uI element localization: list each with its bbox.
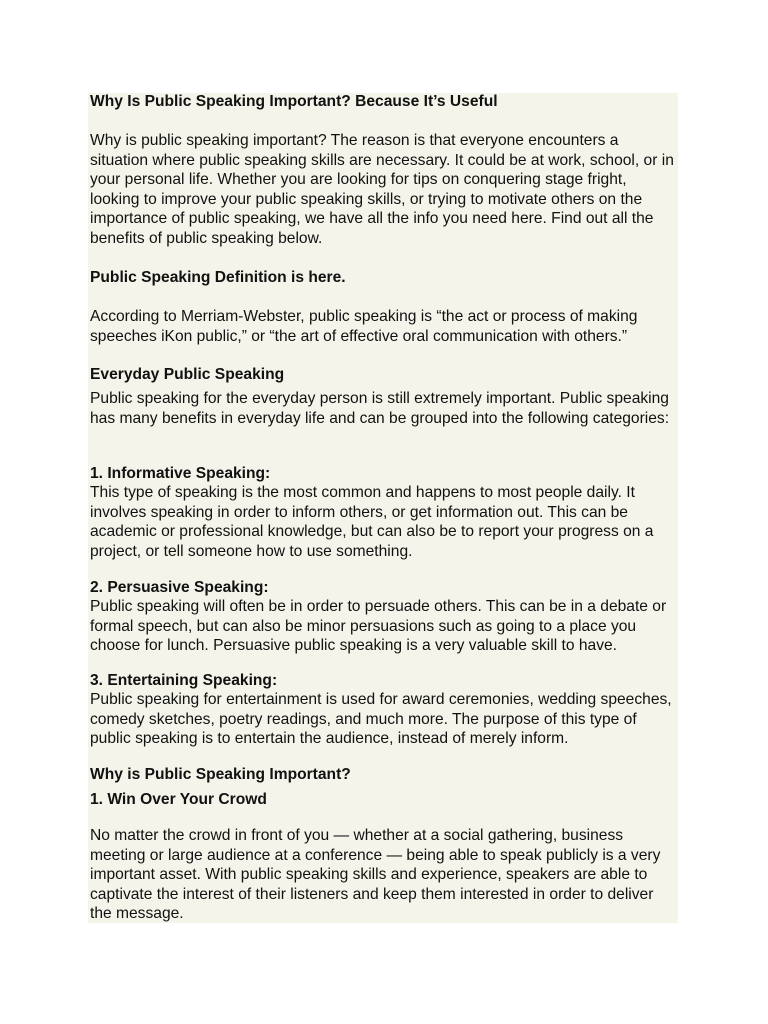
page-title: Why Is Public Speaking Important? Because It’s Useful — [90, 93, 498, 110]
everyday-heading: Everyday Public Speaking — [90, 366, 285, 383]
informative-paragraph: This type of speaking is the most common and happens to most people daily. It involves speaking in order to inform others, or get information out. This can be academic or professional knowledge, but can also be to report your progress on a project, or tell someone how to use something. — [90, 484, 654, 560]
entertaining-heading: 3. Entertaining Speaking: — [90, 672, 278, 689]
win-crowd-heading: 1. Win Over Your Crowd — [90, 791, 267, 808]
intro-paragraph: Why is public speaking important? The reason is that everyone encounters a situation where public speaking skills are necessary. It could be at work, school, or in your personal life. Whether you are looking for tips on conquering stage fright, looking to improve your public speaking skills, or trying to motivate others on the importance of public speaking, we have all the info you need here. Find out all the benefits of public speaking below. — [90, 132, 674, 247]
definition-paragraph: According to Merriam-Webster, public speaking is “the act or process of making speeches iKon public,” or “the art of effective oral communication with others.” — [90, 308, 638, 345]
definition-heading: Public Speaking Definition is here. — [90, 269, 346, 286]
entertaining-paragraph: Public speaking for entertainment is used for award ceremonies, wedding speeches, comedy sketches, poetry readings, and much more. The purpose of this type of public speaking is to entertain the audience, instead of merely inform. — [90, 691, 672, 747]
everyday-paragraph: Public speaking for the everyday person is still extremely important. Public speaking has many benefits in everyday life and can be grouped into the following categories: — [90, 390, 670, 427]
persuasive-heading: 2. Persuasive Speaking: — [90, 579, 269, 596]
informative-heading: 1. Informative Speaking: — [90, 465, 271, 482]
win-crowd-paragraph: No matter the crowd in front of you — whether at a social gathering, business meeting or large audience at a conference — being able to speak publicly is a very important asset. With public speaking skills and experience, speakers are able to captivate the interest of their listeners and keep them interested in order to deliver the message. — [90, 827, 661, 922]
persuasive-paragraph: Public speaking will often be in order to persuade others. This can be in a debate or formal speech, but can also be minor persuasions such as going to a place you choose for lunch. Persuasive public speaking is a very valuable skill to have. — [90, 598, 667, 654]
why-heading: Why is Public Speaking Important? — [90, 766, 351, 783]
